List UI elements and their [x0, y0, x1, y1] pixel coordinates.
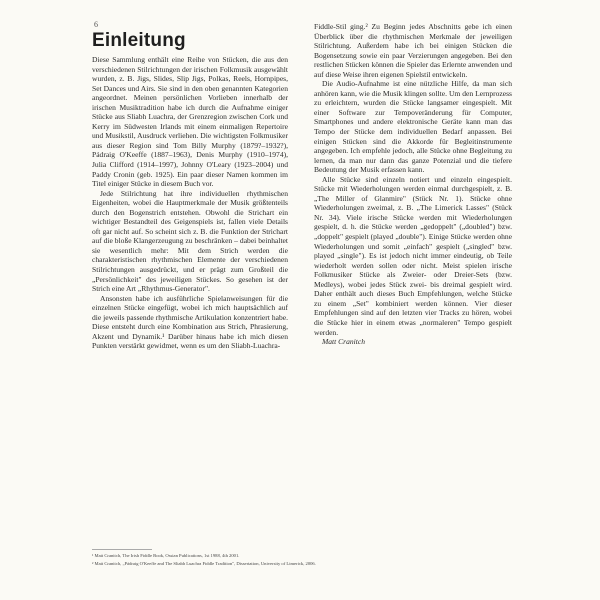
page-number: 6: [94, 20, 98, 29]
author-signature: Matt Cranitch: [322, 337, 365, 347]
footnote-divider: [92, 549, 152, 550]
paragraph: Jede Stilrichtung hat ihre individuellen rhythmischen Eigenheiten, wobei die Hauptmerkmale der Musik größtenteils durch den Bogenstrich entstehen. Obwohl die Strichart ein wichtiger Bestandteil des Geigenspiels ist, fallen viele Details oft gar nicht auf. So scheint sich z. B. die Funktion der Strichart auf die bloße Klangerzeugung zu beschränken – dabei beinhaltet sie wesentlich mehr: Mit dem Strich werden die charakteristischen rhythmischen Elemente der verschiedenen Stilrichtungen ausgedrückt, und er prägt zum Großteil die „Persönlichkeit" des jeweiligen Stückes. So gesehen ist der Strich eine Art „Rhythmus-Generator".: [92, 188, 288, 294]
paragraph: Diese Sammlung enthält eine Reihe von Stücken, die aus den verschiedenen Stilrichtungen der irischen Folkmusik ausgewählt wurden, z. B. Jigs, Slides, Slip Jigs, Polkas, Reels, Hornpipes, Set Dances und Airs. Sie sind in den oben genannten Kategorien angeordnet. Meinen persönlichen Vorlieben innerhalb der irischen Musiktradition habe ich durch die Aufnahme einiger Stücke aus Sliabh Luachra, der Grenzregion zwischen Cork und Kerry im Südwesten Irlands mit einem einmaligen Repertoire und Musikstil, Ausdruck verliehen. Die wichtigsten Folkmusiker aus dieser Region sind Tom Billy Murphy (1879?–1932?), Pádraig O'Keeffe (1887–1963), Denis Murphy (1910–1974), Julia Clifford (1914–1997), Johnny O'Leary (1923–2004) und Paddy Cronin (geb. 1925). Ein paar dieser Namen kommen im Titel einiger Stücke in diesem Buch vor.: [92, 55, 288, 189]
paragraph: Alle Stücke sind einzeln notiert und einzeln eingespielt. Stücke mit Wiederholungen werden einmal durchgespielt, z. B. „The Miller of Glanmire" (Stück Nr. 1). Stücke ohne Wiederholungen zweimal, z. B. „The Limerick Lasses" (Stück Nr. 34). Viele irische Stücke werden mit Wiederholungen gespielt, d. h. die Stücke werden „gedoppelt" („doubled") bzw. „doppelt" gespielt (played „double"). Einige Stücke werden ohne Wiederholungen und somit „einfach" gespielt („singled" bzw. played „single"). Es ist jedoch nicht immer eindeutig, ob Teile wiederholt werden sollen oder nicht. Meist spielen irische Folkmusiker Stücke als Zweier- oder Dreier-Sets (bzw. Medleys), wobei jedes Stück zwei- bis dreimal gespielt wird. Daher enthält auch dieses Buch Empfehlungen, welche Stücke zu einem „Set" kombiniert werden können. Vier dieser Empfehlungen sind auf den letzten vier Tracks zu hören, wobei die Stücke hier in einem etwas „normaleren" Tempo gespielt werden.: [314, 174, 512, 337]
footnote: ¹ Matt Cranitch, The Irish Fiddle Book, Ossian Publications, 1st 1988, 4th 2001.: [92, 553, 240, 558]
right-column: [314, 22, 512, 347]
page-title: Einleitung: [92, 30, 186, 51]
paragraph: Fiddle-Stil ging.² Zu Beginn jedes Abschnitts gebe ich einen Überblick über die rhythmischen Merkmale der jeweiligen Stilrichtung. Außerdem habe ich bei einigen Stücken die Bogensetzung sowie ein paar Verzierungen angegeben. Bei den restlichen Stücken können die Spieler das Erlernte anwenden und auf diese Weise ihren eigenen Spielstil entwickeln.: [314, 22, 512, 79]
left-column: [92, 55, 288, 351]
paragraph: Ansonsten habe ich ausführliche Spielanweisungen für die einzelnen Stücke eingefügt, wobei ich mich hauptsächlich auf die jeweils passende rhythmische Artikulation konzentriert habe. Diese entsteht durch eine Kombination aus Strich, Phrasierung, Akzent und Dynamik.¹ Darüber hinaus habe ich mich diesen Punkten verstärkt gewidmet, wenn es um den Sliabh-Luachra-: [92, 293, 288, 351]
footnote: ² Matt Cranitch, „Pádraig O'Keeffe and The Sliabh Luachra Fiddle Tradition", Dissertation, University of Limerick, 2006.: [92, 561, 316, 566]
paragraph: Die Audio-Aufnahme ist eine nützliche Hilfe, da man sich anhören kann, wie die Musik klingen sollte. Um den Lernprozess zu erleichtern, wurden die Stücke langsamer eingespielt. Mit einer Software zur Tempoveränderung für Computer, Smartphones und andere elektronische Geräte kann man das Tempo der Stücke dem individuellen Bedarf anpassen. Bei einigen Stücken sind die Akkorde für Begleitinstrumente angegeben. Ich empfehle jedoch, alle Stücke ohne Begleitung zu lernen, da man nur dann das ganze Potenzial und die tiefere Bedeutung der Musik erfassen kann.: [314, 79, 512, 175]
footnotes: [92, 552, 512, 568]
